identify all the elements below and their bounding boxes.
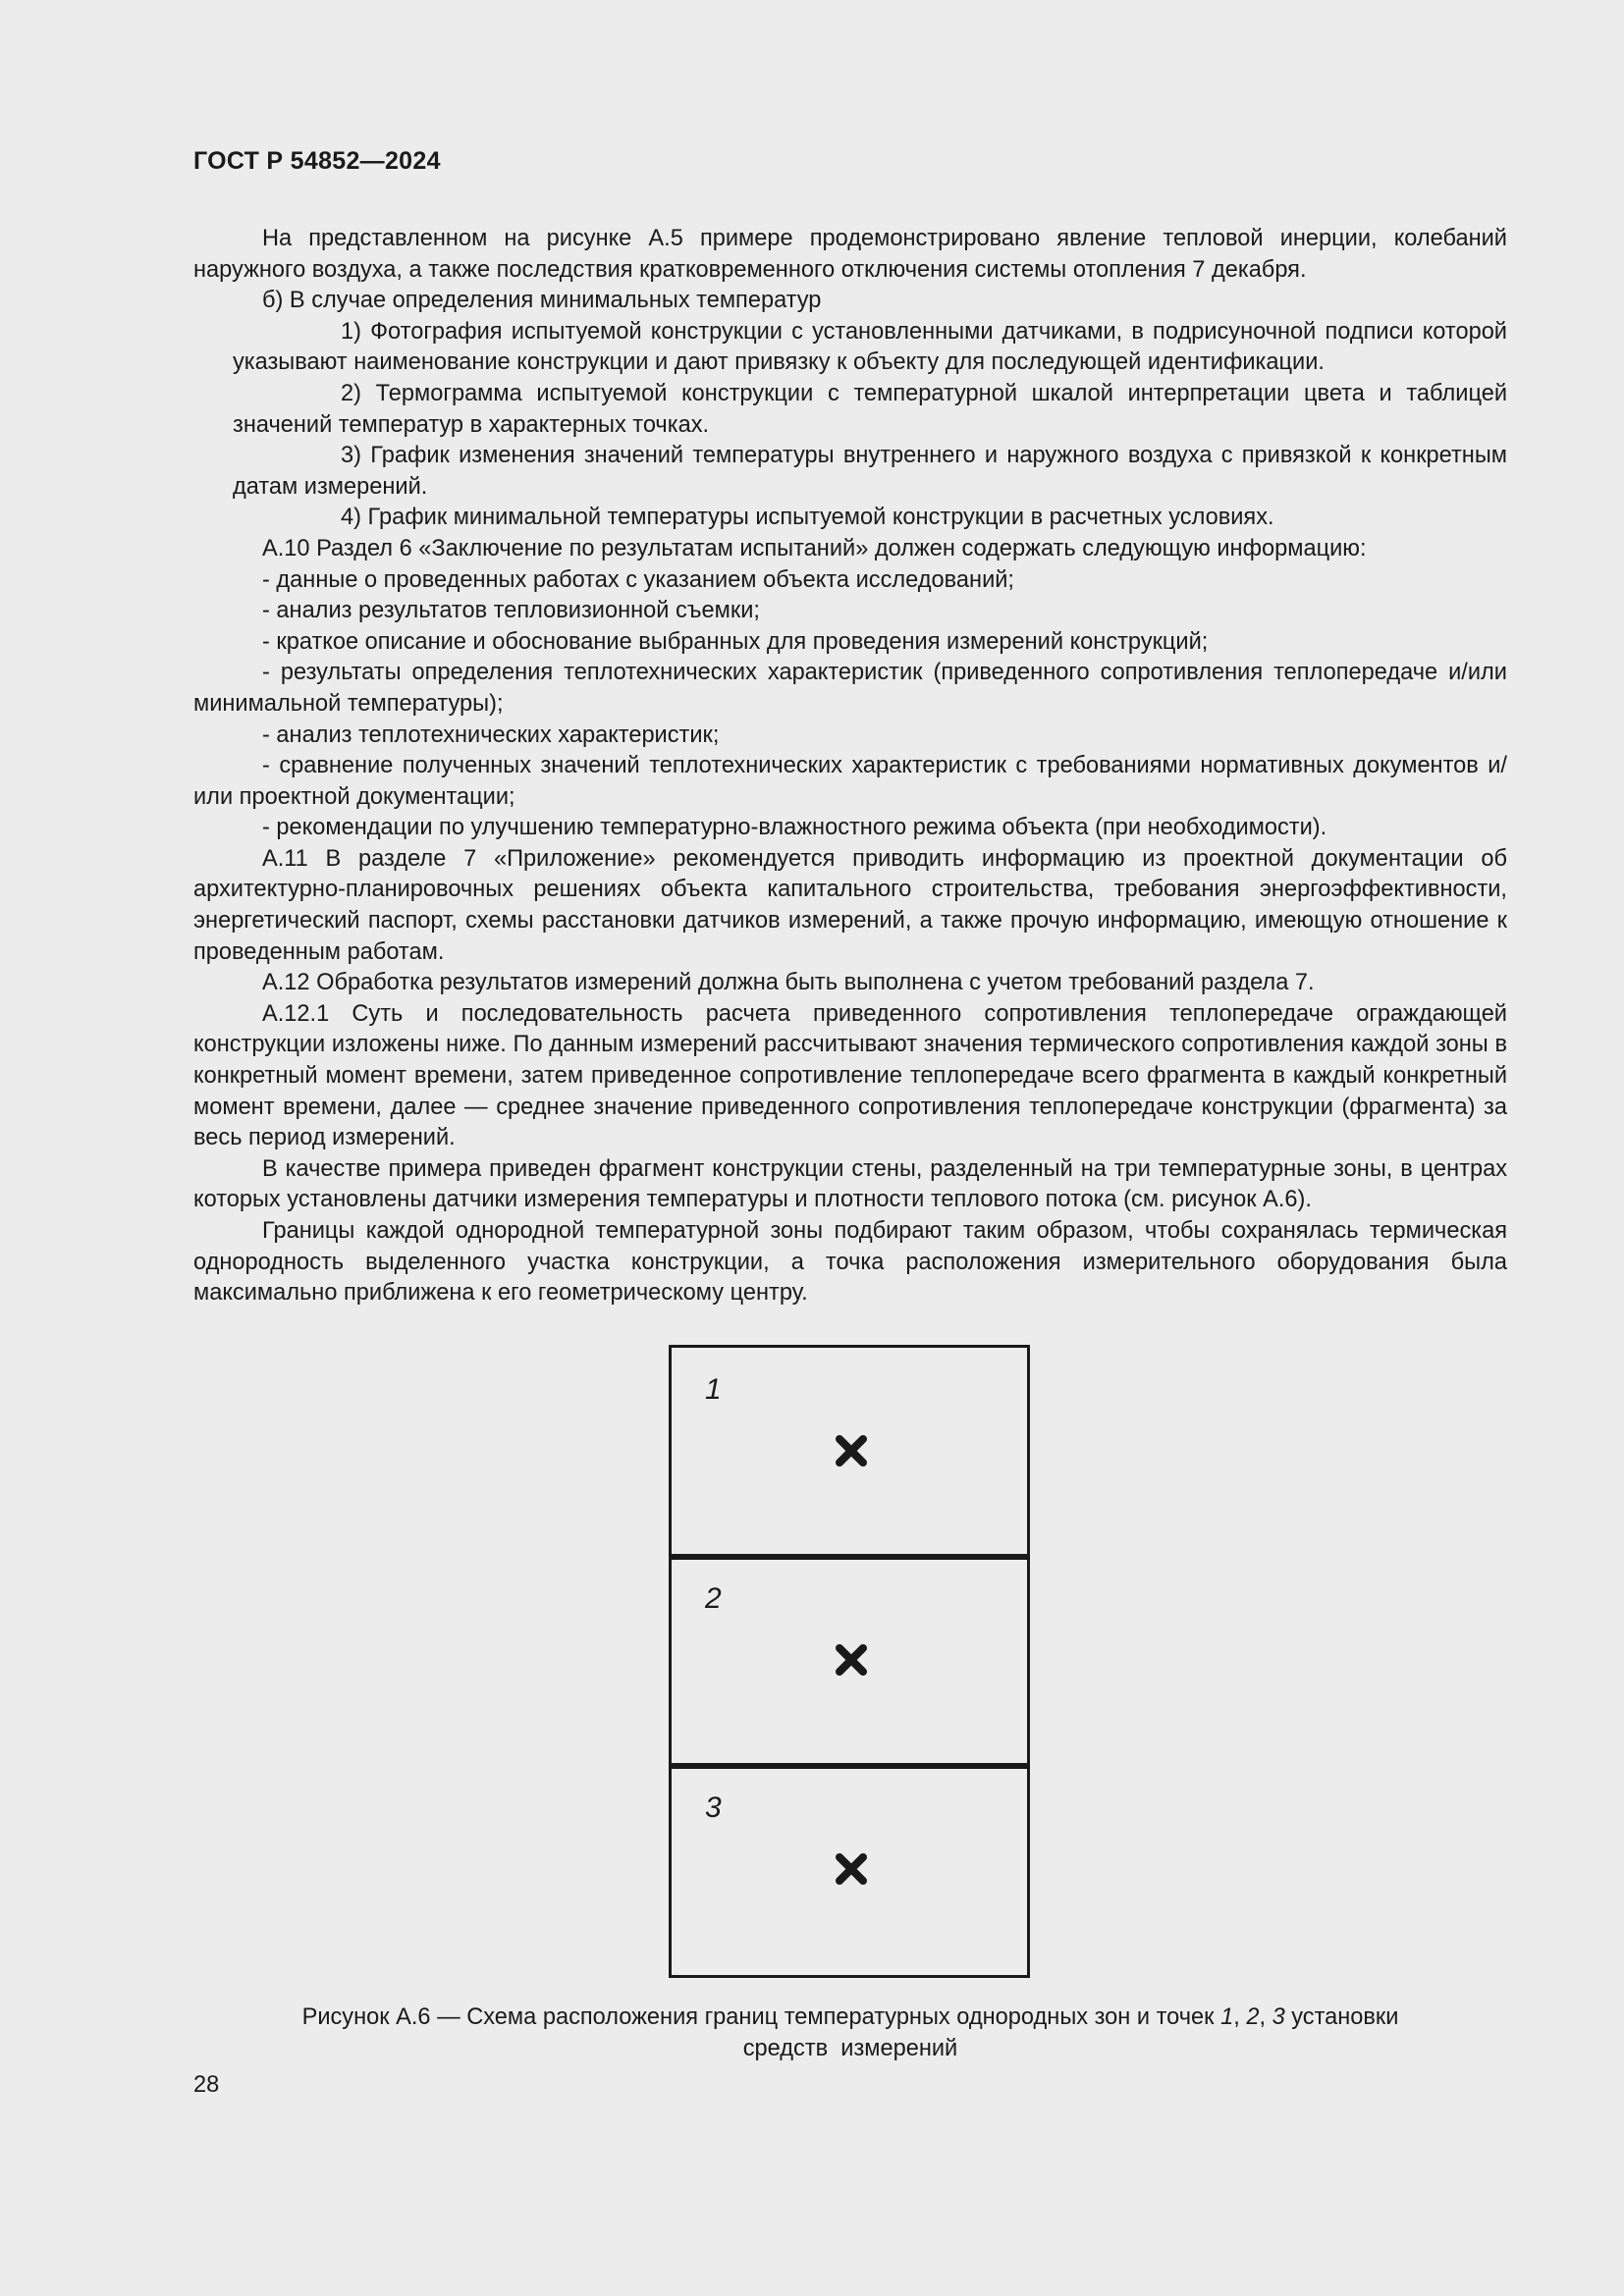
paragraph: В качестве примера приведен фрагмент конструкции стены, разделенный на три температурные зоны, в центрах которых установлены датчики измерения температуры и плотности теплового потока (см. рисунок А.6). bbox=[193, 1155, 1507, 1213]
paragraph: А.12.1 Суть и последовательность расчета приведенного сопротивления теплопередаче ограждающей конструкции изложены ниже. По данным измерений рассчитывают значения термического сопротивления каждой зоны в конкретный момент времени, затем приведенное сопротивление теплопередаче всего фрагмента в каждый конкретный момент времени, далее — среднее значение приведенного сопротивления теплопередаче конструкции (фрагмента) за весь период измерений. bbox=[193, 1000, 1507, 1151]
cross-marker-icon bbox=[835, 1852, 868, 1886]
caption-text: Рисунок А.6 — Схема расположения границ температурных однородных зон и точек bbox=[301, 2004, 1221, 2030]
caption-separator: , bbox=[1233, 2004, 1247, 2030]
caption-separator: , bbox=[1259, 2004, 1272, 2030]
paragraph: На представленном на рисунке А.5 примере продемонстрировано явление тепловой инерции, колебаний наружного воздуха, а также последствия кратковременного отключения системы отопления 7 декабря. bbox=[193, 226, 1507, 283]
list-item: 4) График минимальной температуры испытуемой конструкции в расчетных условиях. bbox=[341, 505, 1274, 531]
list-item: - краткое описание и обоснование выбранных для проведения измерений конструкций; bbox=[262, 628, 1209, 655]
zone-box bbox=[669, 1763, 1030, 1978]
zone-label: 1 bbox=[705, 1373, 722, 1406]
list-item: - рекомендации по улучшению температурно-влажностного режима объекта (при необходимости). bbox=[262, 815, 1327, 841]
list-item: 1) Фотография испытуемой конструкции с установленными датчиками, в подрисуночной подписи которой указывают наименование конструкции и дают привязку к объекту для последующей идентификации. bbox=[233, 318, 1507, 376]
cross-marker-icon bbox=[835, 1434, 868, 1468]
paragraph: б) В случае определения минимальных температур bbox=[262, 288, 822, 314]
list-item: 2) Термограмма испытуемой конструкции с температурной шкалой интерпретации цвета и таблицей значений температур в характерных точках. bbox=[233, 380, 1507, 438]
caption-text: средств измерений bbox=[742, 2035, 958, 2061]
caption-text: установки bbox=[1284, 2004, 1399, 2030]
paragraph: А.11 В разделе 7 «Приложение» рекомендуется приводить информацию из проектной документации об архитектурно-планировочных решениях объекта капитального строительства, требования энергоэффективности, энергетический паспорт, схемы расстановки датчиков измерений, а также прочую информацию, имеющую отношение к проведенным работам. bbox=[193, 845, 1507, 965]
cross-marker-icon bbox=[835, 1643, 868, 1677]
page-number: 28 bbox=[193, 2072, 220, 2098]
list-item: - сравнение полученных значений теплотехнических характеристик с требованиями нормативных документов и/или проектной документации; bbox=[193, 753, 1507, 810]
paragraph: А.12 Обработка результатов измерений должна быть выполнена с учетом требований раздела 7. bbox=[262, 970, 1315, 996]
zone-diagram bbox=[669, 1345, 1030, 1978]
document-header: ГОСТ Р 54852—2024 bbox=[193, 147, 441, 175]
caption-point-number: 1 bbox=[1220, 2004, 1234, 2030]
figure-caption bbox=[193, 2002, 1507, 2064]
list-item: 3) График изменения значений температуры внутреннего и наружного воздуха с привязкой к конкретным датам измерений. bbox=[233, 443, 1507, 500]
list-item: - анализ теплотехнических характеристик; bbox=[262, 721, 720, 748]
caption-point-number: 2 bbox=[1246, 2004, 1260, 2030]
list-item: - результаты определения теплотехнических характеристик (приведенного сопротивления теплопередаче и/или минимальной температуры); bbox=[193, 660, 1507, 717]
zone-label: 3 bbox=[705, 1791, 722, 1824]
paragraph: Границы каждой однородной температурной зоны подбирают таким образом, чтобы сохранялась термическая однородность выделенного участка конструкции, а точка расположения измерительного оборудования была максимально приближена к его геометрическому центру. bbox=[193, 1218, 1507, 1307]
document-body bbox=[193, 224, 1507, 1309]
zone-label: 2 bbox=[705, 1582, 722, 1615]
zone-box bbox=[669, 1554, 1030, 1769]
list-item: - анализ результатов тепловизионной съемки; bbox=[262, 598, 760, 624]
zone-box bbox=[669, 1345, 1030, 1560]
list-item: - данные о проведенных работах с указанием объекта исследований; bbox=[262, 566, 1014, 593]
caption-point-number: 3 bbox=[1272, 2004, 1285, 2030]
paragraph: А.10 Раздел 6 «Заключение по результатам испытаний» должен содержать следующую информацию: bbox=[262, 535, 1367, 561]
